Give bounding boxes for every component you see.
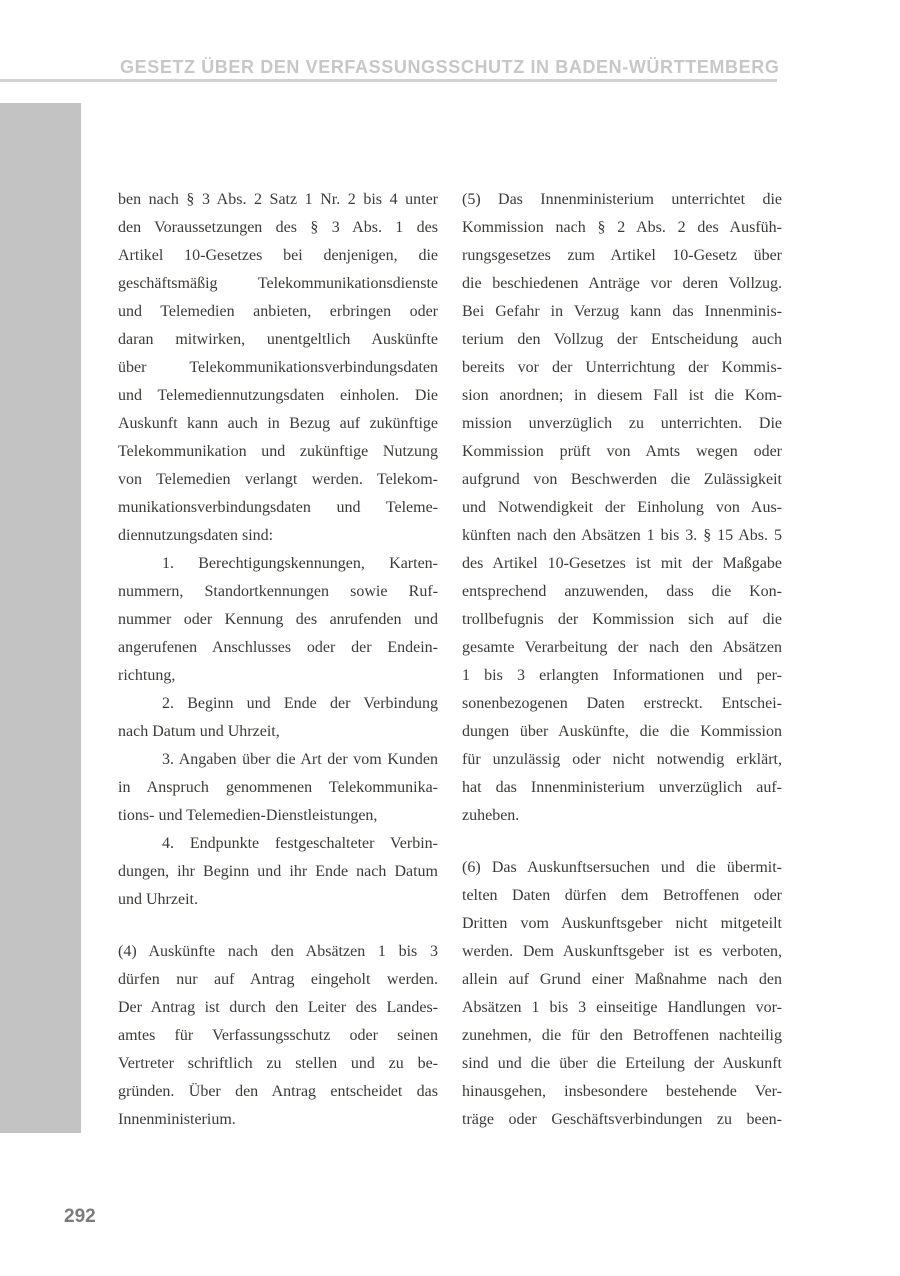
text-line: sion anordnen; in diesem Fall ist die Kom-: [462, 387, 782, 404]
text-line: gesamte Verarbeitung der nach den Absätzen: [462, 639, 782, 656]
text-line: (6) Das Auskunftsersuchen und die übermit-: [462, 859, 782, 876]
text-line: Auskunft kann auch in Bezug auf zukünftige: [118, 415, 438, 432]
text-line: von Telemedien verlangt werden. Telekom-: [118, 471, 438, 488]
text-line: rungsgesetzes zum Artikel 10-Gesetz über: [462, 247, 782, 264]
text-line: 1 bis 3 erlangten Informationen und per-: [462, 667, 782, 684]
text-line: dungen über Auskünfte, die die Kommission: [462, 723, 782, 740]
text-line: und Telemediennutzungsdaten einholen. Die: [118, 387, 438, 404]
text-line: für unzulässig oder nicht notwendig erklärt,: [462, 751, 782, 768]
text-line: gründen. Über den Antrag entscheidet das: [118, 1083, 438, 1100]
text-line: geschäftsmäßig Telekommunikationsdienste: [118, 275, 438, 292]
paragraph: [118, 550, 438, 690]
text-line: dungen, ihr Beginn und ihr Ende nach Datum: [118, 863, 438, 880]
text-line: Kommission prüft von Amts wegen oder: [462, 443, 782, 460]
text-line: (4) Auskünfte nach den Absätzen 1 bis 3: [118, 943, 438, 960]
text-line: Dritten vom Auskunftsgeber nicht mitgeteilt: [462, 915, 782, 932]
text-line: Artikel 10-Gesetzes bei denjenigen, die: [118, 247, 438, 264]
text-line: den Voraussetzungen des § 3 Abs. 1 des: [118, 219, 438, 236]
text-line: träge oder Geschäftsverbindungen zu been-: [462, 1111, 782, 1128]
text-line: künften nach den Absätzen 1 bis 3. § 15 Abs. 5: [462, 527, 782, 544]
header-rule: [0, 79, 777, 82]
text-line: über Telekommunikationsverbindungsdaten: [118, 359, 438, 376]
text-line: bereits vor der Unterrichtung der Kommis-: [462, 359, 782, 376]
text-line: hinausgehen, insbesondere bestehende Ver-: [462, 1083, 782, 1100]
text-line: 4. Endpunkte festgeschalteter Verbin-: [162, 835, 438, 852]
text-line: trollbefugnis der Kommission sich auf die: [462, 611, 782, 628]
text-line: aufgrund von Beschwerden die Zulässigkeit: [462, 471, 782, 488]
page-number: 292: [64, 1206, 96, 1227]
text-line: Vertreter schriftlich zu stellen und zu be-: [118, 1055, 438, 1072]
running-header-title: GESETZ ÜBER DEN VERFASSUNGSSCHUTZ IN BADEN-WÜRTTEMBERG: [120, 57, 780, 77]
text-line: 3. Angaben über die Art der vom Kunden: [162, 751, 438, 768]
paragraph: [118, 690, 438, 746]
paragraph: [118, 938, 438, 1134]
paragraph: [118, 830, 438, 914]
text-line: zunehmen, die für den Betroffenen nachteilig: [462, 1027, 782, 1044]
paragraph: [118, 746, 438, 830]
paragraph: [462, 854, 782, 1134]
text-line: munikationsverbindungsdaten und Teleme-: [118, 499, 438, 516]
text-line: 2. Beginn und Ende der Verbindung: [162, 695, 438, 712]
right-text-column: [462, 186, 782, 1134]
text-line: ben nach § 3 Abs. 2 Satz 1 Nr. 2 bis 4 unter: [118, 191, 438, 208]
left-text-column: [118, 186, 438, 1134]
text-line: allein auf Grund einer Maßnahme nach den: [462, 971, 782, 988]
text-line: Innenministerium.: [118, 1111, 236, 1128]
text-line: diennutzungsdaten sind:: [118, 527, 274, 544]
text-line: daran mitwirken, unentgeltlich Auskünfte: [118, 331, 438, 348]
text-line: und Telemedien anbieten, erbringen oder: [118, 303, 438, 320]
paragraph: [118, 186, 438, 550]
paragraph: [462, 186, 782, 830]
text-line: angerufenen Anschlusses oder der Endein-: [118, 639, 438, 656]
text-line: Telekommunikation und zukünftige Nutzung: [118, 443, 438, 460]
text-line: zuheben.: [462, 807, 520, 824]
text-line: Bei Gefahr in Verzug kann das Innenminis-: [462, 303, 782, 320]
text-line: in Anspruch genommenen Telekommunika-: [118, 779, 438, 796]
text-line: des Artikel 10-Gesetzes ist mit der Maßgabe: [462, 555, 782, 572]
text-line: amtes für Verfassungsschutz oder seinen: [118, 1027, 438, 1044]
text-line: tions- und Telemedien-Dienstleistungen,: [118, 807, 378, 824]
text-line: sind und die über die Erteilung der Auskunft: [462, 1055, 782, 1072]
text-line: dürfen nur auf Antrag eingeholt werden.: [118, 971, 438, 988]
text-line: nach Datum und Uhrzeit,: [118, 723, 280, 740]
text-line: sonenbezogenen Daten erstreckt. Entschei-: [462, 695, 782, 712]
text-line: die beschiedenen Anträge vor deren Vollzug.: [462, 275, 782, 292]
text-line: Absätzen 1 bis 3 einseitige Handlungen vor-: [462, 999, 782, 1016]
text-line: mission unverzüglich zu unterrichten. Die: [462, 415, 782, 432]
text-line: und Uhrzeit.: [118, 891, 198, 908]
text-line: richtung,: [118, 667, 176, 684]
text-line: entsprechend anzuwenden, dass die Kon-: [462, 583, 782, 600]
margin-gray-bar: [0, 103, 81, 1133]
text-line: Der Antrag ist durch den Leiter des Landes-: [118, 999, 438, 1016]
text-line: nummern, Standortkennungen sowie Ruf-: [118, 583, 438, 600]
text-line: nummer oder Kennung des anrufenden und: [118, 611, 438, 628]
text-line: und Notwendigkeit der Einholung von Aus-: [462, 499, 782, 516]
text-line: Kommission nach § 2 Abs. 2 des Ausfüh-: [462, 219, 782, 236]
text-line: telten Daten dürfen dem Betroffenen oder: [462, 887, 782, 904]
text-line: werden. Dem Auskunftsgeber ist es verboten,: [462, 943, 782, 960]
text-line: 1. Berechtigungskennungen, Karten-: [162, 555, 438, 572]
text-line: (5) Das Innenministerium unterrichtet die: [462, 191, 782, 208]
text-line: terium den Vollzug der Entscheidung auch: [462, 331, 782, 348]
text-line: hat das Innenministerium unverzüglich auf-: [462, 779, 782, 796]
